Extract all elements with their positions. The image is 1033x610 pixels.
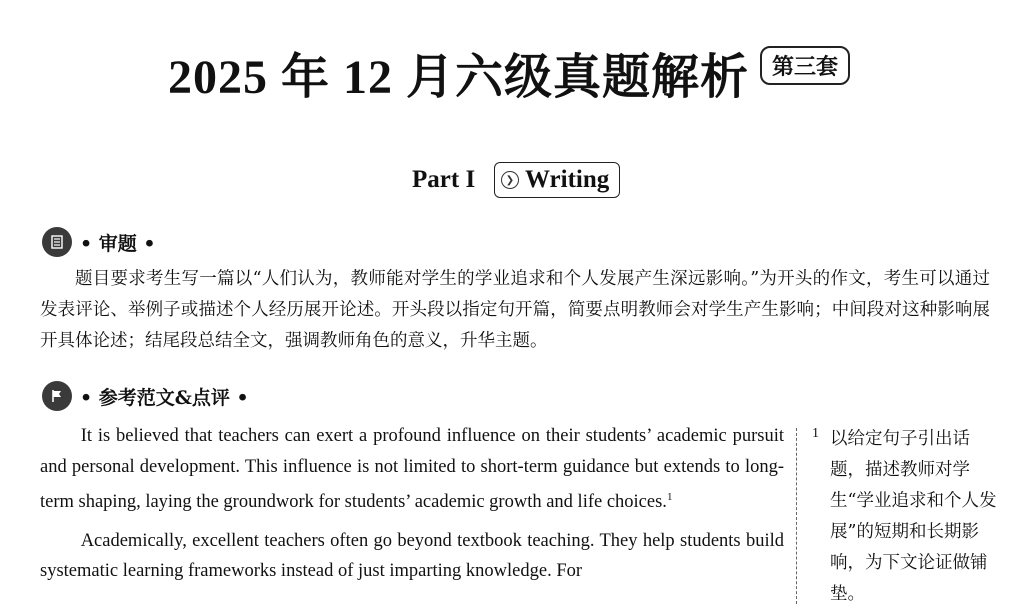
part-label: Part I [412, 166, 476, 193]
flag-icon [42, 381, 72, 411]
essay-paragraph-2: Academically, excellent teachers often go beyond textbook teaching. They help students build systematic learning frameworks instead of just imparting knowledge. For [40, 530, 784, 582]
document-icon [42, 227, 72, 257]
section-title-sample: • 参考范文&点评 • [80, 386, 249, 409]
part-heading [0, 162, 1033, 202]
essay-paragraph-1 [40, 421, 784, 518]
comment-note-text: 以给定句子引出话题，描述教师对学生“学业追求和个人发展”的短期和长期影响，为下文论证做铺垫。 [830, 429, 997, 604]
sample-essay [40, 421, 784, 587]
section-header-exam [42, 226, 156, 258]
chevron-right-circle-icon: ❯ [501, 171, 519, 189]
part-name: Writing [525, 166, 610, 193]
comment-divider [796, 428, 797, 604]
section-title-exam: • 审题 • [80, 232, 156, 255]
set-tag: 第三套 [760, 46, 850, 85]
page-title: 2025 年 12 月六级真题解析 [168, 51, 750, 104]
essay-paragraph-1-text: It is believed that teachers can exert a profound influence on their students’ academic pursuit and personal development. This influence is not limited to short-term guidance but extends to long-term shaping, laying the groundwork for students’ academic growth and life choices. [40, 426, 784, 513]
title-row [0, 38, 1033, 104]
exam-analysis-text: 题目要求考生写一篇以“人们认为，教师能对学生的学业追求和个人发展产生深远影响。”为开头的作文，考生可以通过发表评论、举例子或描述个人经历展开论述。开头段以指定句开篇，简要点明教师会对学生产生影响；中间段对这种影响展开具体论述；结尾段总结全文，强调教师角色的意义，升华主题。 [40, 269, 990, 351]
section-header-sample [42, 380, 249, 412]
comment-note-number: 1 [812, 426, 819, 441]
note-marker: 1 [666, 491, 673, 503]
part-tag [494, 162, 620, 198]
